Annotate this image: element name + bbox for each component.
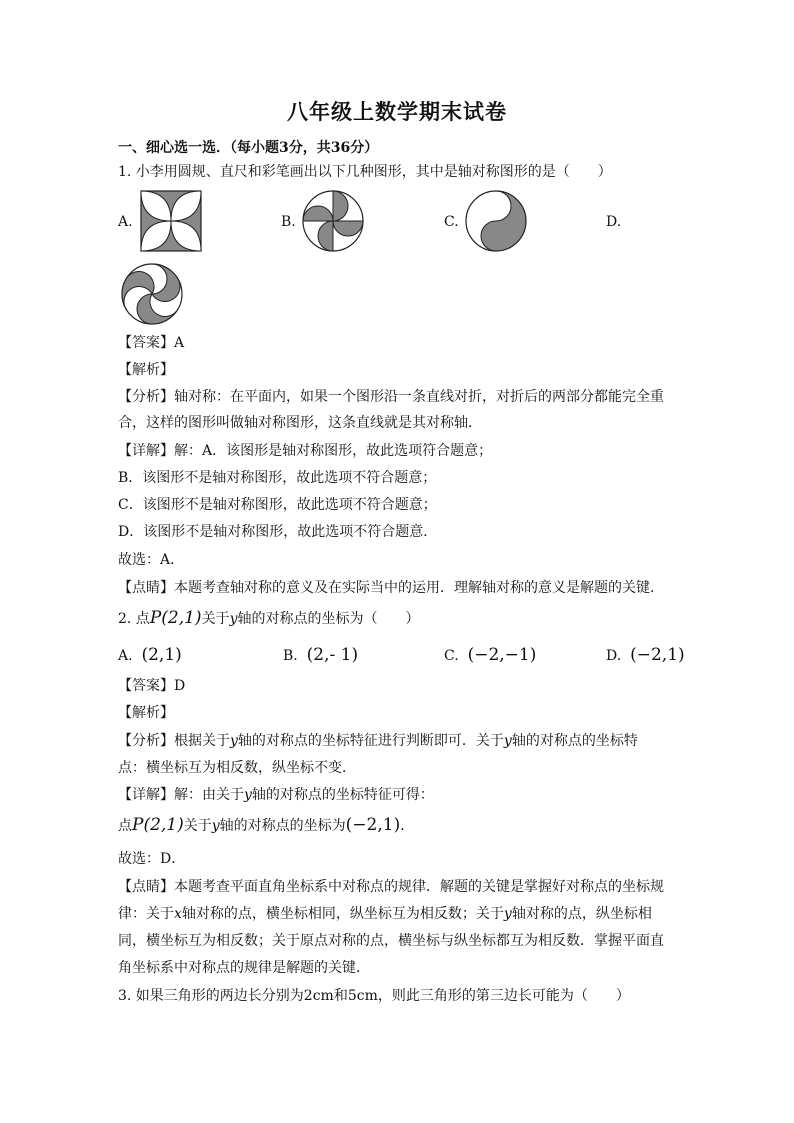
- q2-detail2-text-e: ．: [400, 818, 415, 834]
- q2-dj-axis-y: y: [503, 906, 512, 922]
- q2-answer: 【答案】D: [118, 678, 186, 694]
- q2-axis-y: y: [229, 611, 238, 627]
- q3-stem: 3. 如果三角形的两边长分别为2cm和5cm，则此三角形的第三边长可能为（ ）: [118, 988, 630, 1004]
- q2-dj-axis-x: x: [174, 906, 182, 922]
- q2-option-d: [606, 645, 685, 666]
- q2-detail-text-b: 轴的对称点的坐标特征可得：: [251, 787, 434, 803]
- q2-dianjing-line-2: [118, 904, 652, 924]
- q1-choose: 故选：A．: [118, 552, 185, 568]
- q1-option-d-label: D.: [606, 214, 622, 230]
- q1-figure-c: [465, 190, 527, 252]
- q2-option-b-label: B.: [283, 648, 298, 664]
- q1-figure-d: [120, 262, 184, 326]
- q1-detail-line-3: C．该图形不是轴对称图形，故此选项不符合题意；: [118, 497, 437, 513]
- q1-figure-b: [302, 190, 364, 252]
- q1-dianjing: 【点睛】本题考查轴对称的意义及在实际当中的运用．理解轴对称的意义是解题的关键．: [118, 580, 664, 596]
- q2-detail2-text-c: 轴的对称点的坐标为: [219, 818, 346, 834]
- q2-detail2-point: P(2,1): [132, 815, 184, 835]
- page-title: 八年级上数学期末试卷: [287, 99, 507, 124]
- q2-jiexi: 【解析】: [118, 705, 174, 721]
- q1-option-c-label: C.: [444, 214, 459, 230]
- q1-analysis-line-2: 合，这样的图形叫做轴对称图形，这条直线就是其对称轴．: [118, 415, 482, 431]
- q2-stem-pre: 2. 点: [118, 611, 150, 627]
- q1-detail-line-1: 【详解】解：A．该图形是轴对称图形，故此选项符合题意；: [118, 443, 493, 459]
- q2-option-c-value: (−2,−1): [467, 645, 537, 665]
- q2-analysis-axis-1: y: [230, 733, 238, 749]
- q2-analysis-text-c: 轴的对称点的坐标特: [511, 733, 638, 749]
- q2-analysis-line-2: 点：横坐标互为相反数，纵坐标不变．: [118, 760, 356, 776]
- q2-dianjing-line-4: 角坐标系中对称点的规律是解题的关键．: [118, 960, 370, 976]
- q2-stem: [118, 608, 419, 629]
- q2-detail2-text-a: 点: [118, 818, 132, 834]
- section-heading: 一、细心选一选．（每小题3分，共36分）: [118, 140, 379, 156]
- q1-jiexi: 【解析】: [118, 362, 174, 378]
- q2-option-b-value: (2,- 1): [306, 645, 359, 665]
- q2-dianjing-line-3: 同，横坐标互为相反数；关于原点对称的点，横坐标与纵坐标都互为相反数．掌握平面直: [118, 933, 664, 949]
- q2-detail-line-2: [118, 815, 414, 836]
- q2-detail2-axis: y: [211, 818, 220, 834]
- q2-option-d-label: D.: [606, 648, 622, 664]
- q2-dj-text-c: 轴对称的点，纵坐标相: [511, 906, 652, 922]
- q2-option-d-value: (−2,1): [630, 645, 685, 665]
- q2-option-c: [444, 645, 536, 666]
- q1-analysis-line-1: 【分析】轴对称：在平面内，如果一个图形沿一条直线对折，对折后的两部分都能完全重: [118, 389, 664, 405]
- q2-option-b: [283, 645, 358, 666]
- q1-answer: 【答案】A: [118, 335, 185, 351]
- q2-analysis-text-a: 【分析】根据关于: [118, 733, 230, 749]
- q2-analysis-text-b: 轴的对称点的坐标特征进行判断即可．关于: [237, 733, 504, 749]
- q2-dianjing-line-1: 【点睛】本题考查平面直角坐标系中对称点的规律．解题的关键是掌握好对称点的坐标规: [118, 879, 664, 895]
- q1-detail-line-2: B．该图形不是轴对称图形，故此选项不符合题意；: [118, 470, 437, 486]
- q2-detail2-result: (−2,1): [345, 815, 401, 835]
- q2-dj-text-b: 轴对称的点，横坐标相同，纵坐标互为相反数；关于: [181, 906, 504, 922]
- q2-analysis-line-1: [118, 731, 638, 751]
- q1-figure-a: [140, 190, 202, 252]
- q1-detail-line-4: D．该图形不是轴对称图形，故此选项不符合题意．: [118, 524, 438, 540]
- q2-stem-post: 轴的对称点的坐标为（ ）: [237, 611, 420, 627]
- q2-option-a: [118, 645, 182, 666]
- q2-detail-line-1: [118, 785, 434, 805]
- q2-option-a-label: A.: [118, 648, 133, 664]
- q2-choose: 故选：D．: [118, 851, 186, 867]
- q2-detail-axis: y: [244, 787, 252, 803]
- q2-detail2-text-b: 关于: [183, 818, 212, 834]
- q1-option-a-label: A.: [118, 214, 133, 230]
- q2-point-p: P(2,1): [149, 608, 202, 628]
- q2-option-a-value: (2,1): [141, 645, 182, 665]
- q2-dj-text-a: 律：关于: [118, 906, 174, 922]
- q2-analysis-axis-2: y: [503, 733, 512, 749]
- q1-stem: 1. 小李用圆规、直尺和彩笔画出以下几种图形，其中是轴对称图形的是（ ）: [118, 164, 612, 180]
- q2-option-c-label: C.: [444, 648, 459, 664]
- q1-option-b-label: B.: [281, 214, 296, 230]
- q2-stem-mid: 关于: [201, 611, 230, 627]
- q2-detail-text-a: 【详解】解：由关于: [118, 787, 244, 803]
